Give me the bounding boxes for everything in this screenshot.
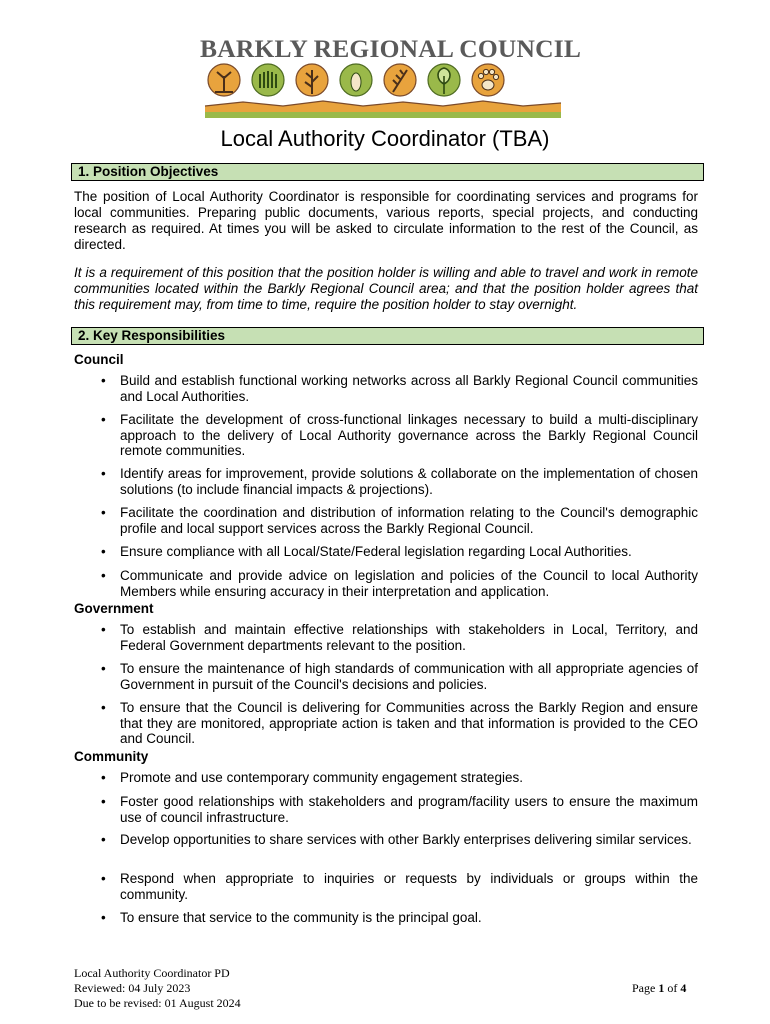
list-item: • To ensure that the Council is delivering for Communities across the Barkly Region and ensure that they are monitored, appropriate action is taken and that information is provided to the CEO and Council. (101, 700, 698, 746)
page-title: Local Authority Coordinator (TBA) (220, 126, 550, 151)
list-item: • Respond when appropriate to inquiries or requests by individuals or groups within the community. (101, 871, 698, 902)
list-item: • Ensure compliance with all Local/State/Federal legislation regarding Local Authorities. (101, 544, 632, 559)
footer-revision-date: Due to be revised: 01 August 2024 (74, 996, 241, 1010)
footer-reviewed-date: Reviewed: 04 July 2023 (74, 981, 191, 995)
list-item: • Identify areas for improvement, provide solutions & collaborate on the implementation of chosen solutions (to include financial impacts & projections). (101, 466, 698, 497)
footer-document-name: Local Authority Coordinator PD (74, 966, 230, 980)
section-heading-key-responsibilities: 2. Key Responsibilities (71, 327, 704, 345)
logo-landscape-band (205, 101, 561, 118)
list-item: • Build and establish functional working networks across all Barkly Regional Council communities and Local Authorities. (101, 373, 698, 404)
page-number: Page 1 of 4 (632, 981, 687, 995)
list-item: • Facilitate the coordination and distribution of information relating to the Council's demographic profile and local support services across the Barkly Regional Council. (101, 505, 698, 536)
subheading-council: Council (74, 352, 124, 367)
list-item: • Develop opportunities to share services with other Barkly enterprises delivering similar services. (101, 832, 692, 847)
travel-requirement-paragraph: It is a requirement of this position that the position holder is willing and able to travel and work in remote communities located within the Barkly Regional Council area; and that the position holder agrees that this requirement may, from time to time, require the position holder to stay overnight. (74, 265, 698, 312)
list-item: • Communicate and provide advice on legislation and policies of the Council to local Authority Members while ensuring accuracy in their interpretation and application. (101, 568, 698, 599)
list-item: • Facilitate the development of cross-functional linkages necessary to build a multi-disciplinary approach to the delivery of Local Authority governance across the Barkly Regional Council remote communities. (101, 412, 698, 458)
list-item: • To ensure the maintenance of high standards of communication with all appropriate agencies of Government in pursuit of the Council's decisions and policies. (101, 661, 698, 692)
organisation-name: BARKLY REGIONAL COUNCIL (200, 34, 582, 63)
objectives-paragraph: The position of Local Authority Coordinator is responsible for coordinating services and programs for local communities. Preparing public documents, various reports, special projects, and conducting research as required. At times you will be asked to circulate information to the rest of the Council, as directed. (74, 189, 698, 252)
council-logo-icons (203, 62, 563, 122)
subheading-community: Community (74, 749, 149, 764)
list-item: • Promote and use contemporary community engagement strategies. (101, 770, 523, 785)
logo-circles (208, 64, 504, 96)
footer-document-info (74, 966, 241, 1011)
list-item: • Foster good relationships with stakeholders and program/facility users to ensure the maximum use of council infrastructure. (101, 794, 698, 825)
section-heading-position-objectives: 1. Position Objectives (71, 163, 704, 181)
list-item: • To establish and maintain effective relationships with stakeholders in Local, Territory, and Federal Government departments relevant to the position. (101, 622, 698, 653)
list-item: • To ensure that service to the community is the principal goal. (101, 910, 482, 925)
subheading-government: Government (74, 601, 154, 616)
